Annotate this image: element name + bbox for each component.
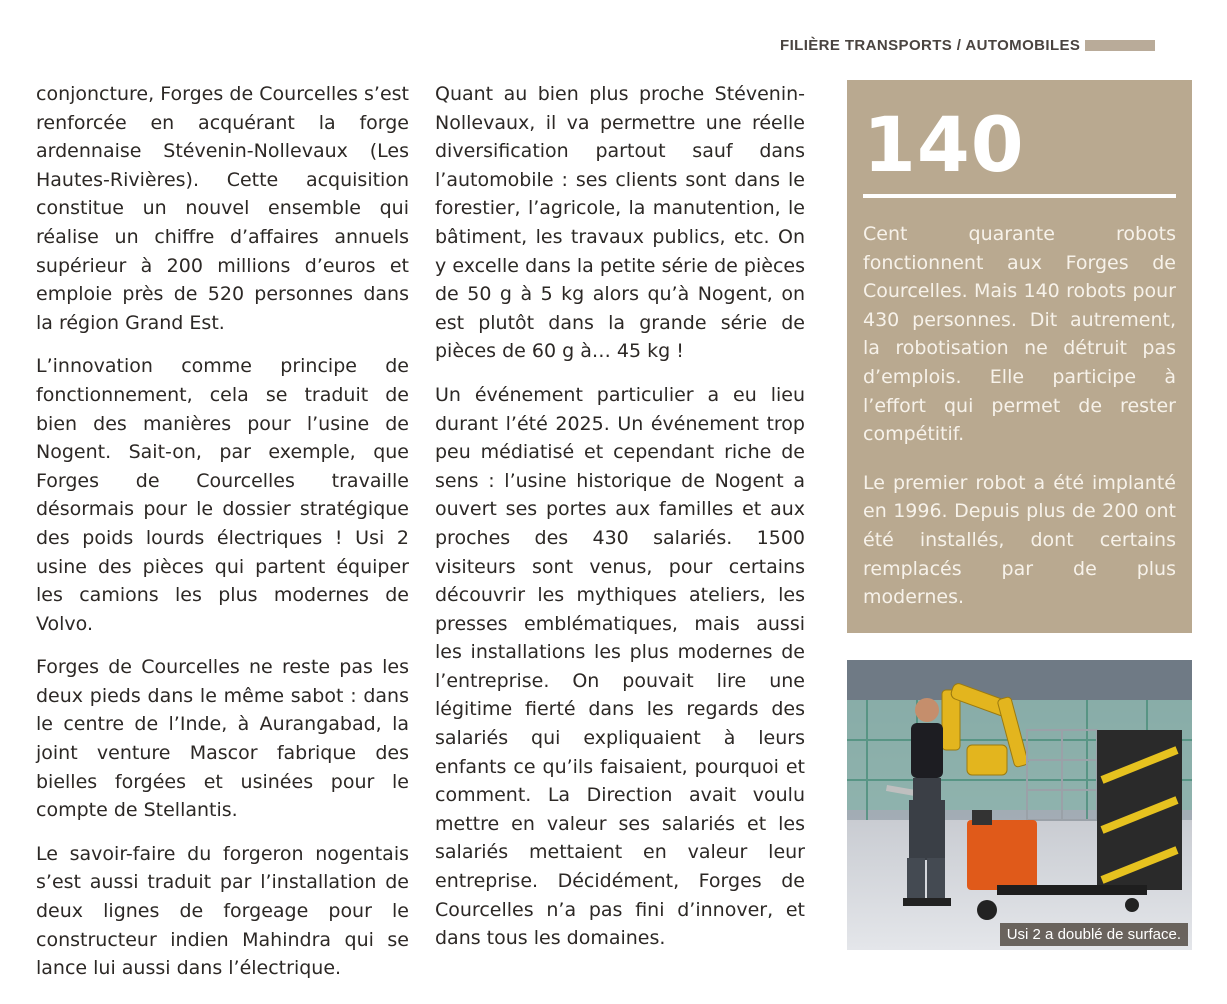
paragraph: Un événement particulier a eu lieu durant l’été 2025. Un événement trop peu médiatisé et cependant riche de sens : l’usine historique de Nogent a ouvert ses portes aux familles et aux proches des 430 salariés. 1500 visiteurs sont venus, pour certains découvrir les mythiques ateliers, les presses emblématiques, mais aussi les installations les plus modernes de l’entreprise. On pouvait lire une légitime fierté dans les regards des salariés qui expliquaient à leurs enfants ce qu’ils faisaient, pourquoi et comment. La Direction avait voulu mettre en valeur ses salariés et les salariés mettaient en valeur leur entreprise. Décidément, Forges de Courcelles n’a pas fini d’innover, et dans tous les domaines.: [435, 383, 805, 950]
paragraph: L’innovation comme principe de fonctionnement, cela se traduit de bien des manières pour l’usine de Nogent. Sait-on, par exemple, que Forges de Courcelles travaille désormais pour le dossier stratégique des poids lourds électriques ! Usi 2 usine des pièces qui partent équiper les camions les plus modernes de Volvo.: [36, 355, 409, 635]
robot-count: 140: [863, 100, 1025, 189]
factory-illustration: [847, 660, 1192, 950]
article-column-2: [435, 80, 805, 968]
factory-photo: [847, 660, 1192, 950]
robots-sidebar: [847, 80, 1192, 633]
paragraph: Forges de Courcelles ne reste pas les deux pieds dans le même sabot : dans le centre de l’Inde, à Aurangabad, la joint venture Mascor fabrique des bielles forgées et usinées pour le compte de Stellantis.: [36, 656, 409, 822]
sidebar-paragraph: Le premier robot a été implanté en 1996. Depuis plus de 200 ont été installés, dont certains remplacés par de plus modernes.: [863, 471, 1176, 609]
section-bar: [1085, 40, 1155, 51]
section-header: [780, 34, 1155, 56]
article-column-1: [36, 80, 409, 998]
paragraph: Le savoir-faire du forgeron nogentais s’est aussi traduit par l’installation de deux lignes de forgeage pour le constructeur indien Mahindra qui se lance lui aussi dans l’électrique.: [36, 842, 409, 980]
sidebar-rule: [863, 194, 1176, 198]
paragraph: Quant au bien plus proche Stévenin-Nollevaux, il va permettre une réelle diversification partout sauf dans l’automobile : ses clients sont dans le forestier, l’agricole, la manutention, le bâtiment, les travaux publics, etc. On y excelle dans la petite série de pièces de 50 g à 5 kg alors qu’à Nogent, on est plutôt dans la grande série de pièces de 60 g à… 45 kg !: [435, 83, 805, 363]
sidebar-paragraph: Cent quarante robots fonctionnent aux Forges de Courcelles. Mais 140 robots pour 430 personnes. Dit autrement, la robotisation ne détruit pas d’emplois. Elle participe à l’effort qui permet de rester compétitif.: [863, 223, 1176, 446]
section-title: FILIÈRE TRANSPORTS / AUTOMOBILES: [780, 36, 1081, 54]
photo-caption: Usi 2 a doublé de surface.: [1000, 923, 1188, 946]
paragraph: conjoncture, Forges de Courcelles s’est renforcée en acquérant la forge ardennaise Stévenin-Nollevaux (Les Hautes-Rivières). Cette acquisition constitue un nouvel ensemble qui réalise un chiffre d’affaires annuels supérieur à 200 millions d’euros et emploie près de 520 personnes dans la région Grand Est.: [36, 83, 409, 334]
